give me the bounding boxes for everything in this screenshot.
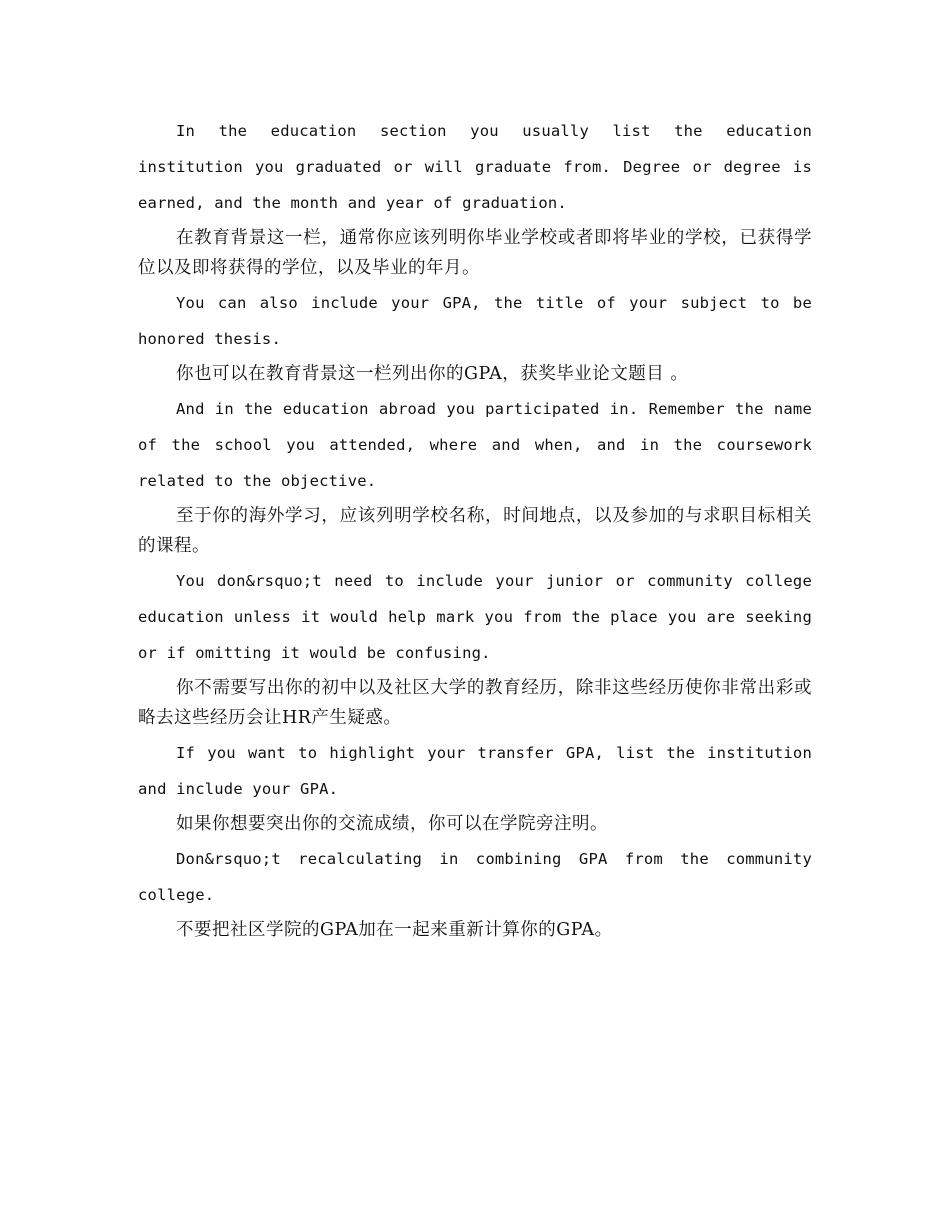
paragraph-en: In the education section you usually list the education institution you graduated or will graduate from. Degree or degree is earned, and the month and year of graduation.: [138, 122, 812, 212]
paragraph-zh: 如果你想要突出你的交流成绩，你可以在学院旁注明。: [176, 814, 608, 834]
paragraph-en: You don&rsquo;t need to include your junior or community college education unless it would help mark you from the place you are seeking or if omitting it would be confusing.: [138, 572, 812, 662]
paragraph-zh: 在教育背景这一栏，通常你应该列明你毕业学校或者即将毕业的学校，已获得学位以及即将获得的学位，以及毕业的年月。: [138, 228, 812, 278]
paragraph-en: And in the education abroad you participated in. Remember the name of the school you attended, where and when, and in the coursework related to the objective.: [138, 400, 812, 490]
document-body: [138, 113, 812, 947]
paragraph-zh: 至于你的海外学习，应该列明学校名称，时间地点，以及参加的与求职目标相关的课程。: [138, 506, 812, 556]
paragraph-zh: 你也可以在教育背景这一栏列出你的GPA，获奖毕业论文题目 。: [176, 364, 689, 384]
paragraph-zh: 你不需要写出你的初中以及社区大学的教育经历，除非这些经历使你非常出彩或略去这些经历会让HR产生疑惑。: [138, 678, 812, 728]
paragraph-en: If you want to highlight your transfer GPA, list the institution and include your GPA.: [138, 744, 812, 798]
paragraph-zh: 不要把社区学院的GPA加在一起来重新计算你的GPA。: [176, 920, 613, 940]
paragraph-en: Don&rsquo;t recalculating in combining GPA from the community college.: [138, 850, 812, 904]
paragraph-en: You can also include your GPA, the title of your subject to be honored thesis.: [138, 294, 812, 348]
